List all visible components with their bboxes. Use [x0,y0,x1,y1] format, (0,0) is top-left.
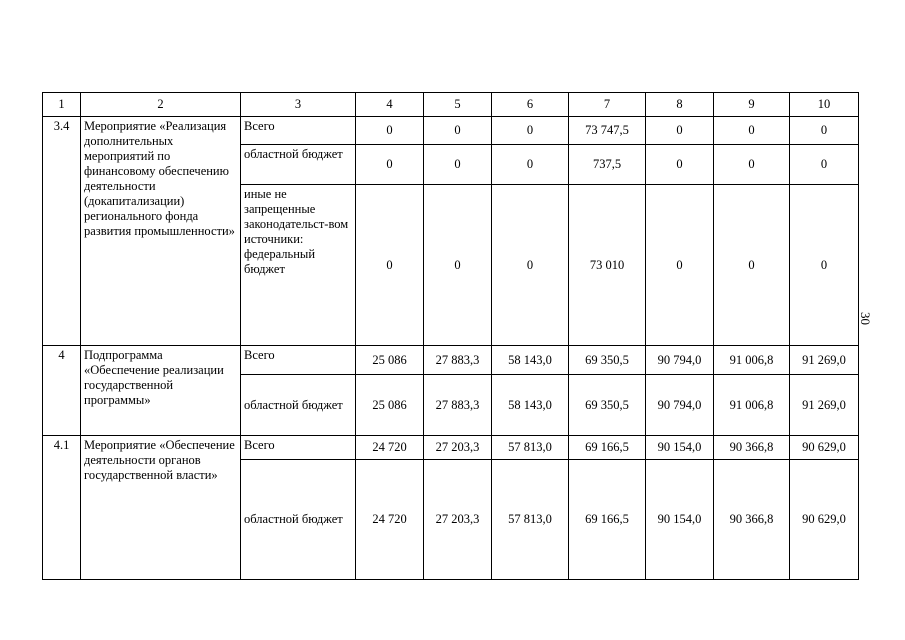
value-cell: 0 [424,117,492,145]
value-cell: 90 794,0 [646,346,714,375]
value-cell: 57 813,0 [492,436,569,460]
page-number: 30 [858,312,873,325]
value-cell: 90 154,0 [646,460,714,580]
value-cell: 0 [790,117,859,145]
funding-source: Всего [241,436,356,460]
value-cell: 58 143,0 [492,346,569,375]
header-cell: 4 [356,93,424,117]
value-cell: 25 086 [356,346,424,375]
value-cell: 0 [714,185,790,346]
budget-table [42,92,859,580]
table-row [43,117,859,145]
header-cell: 5 [424,93,492,117]
value-cell: 0 [492,145,569,185]
value-cell: 69 166,5 [569,460,646,580]
row-name: Подпрограмма «Обеспечение реализации государственной программы» [81,346,241,436]
value-cell: 0 [356,117,424,145]
value-cell: 27 883,3 [424,346,492,375]
value-cell: 90 366,8 [714,436,790,460]
value-cell: 0 [492,117,569,145]
value-cell: 0 [714,145,790,185]
value-cell: 25 086 [356,375,424,436]
value-cell: 91 269,0 [790,346,859,375]
value-cell: 0 [790,145,859,185]
row-name: Мероприятие «Обеспечение деятельности органов государственной власти» [81,436,241,580]
value-cell: 73 010 [569,185,646,346]
value-cell: 91 006,8 [714,375,790,436]
funding-source: областной бюджет [241,145,356,185]
value-cell: 90 629,0 [790,436,859,460]
value-cell: 57 813,0 [492,460,569,580]
value-cell: 69 350,5 [569,346,646,375]
value-cell: 737,5 [569,145,646,185]
value-cell: 0 [646,145,714,185]
value-cell: 0 [714,117,790,145]
table-row [43,436,859,460]
funding-source: областной бюджет [241,460,356,580]
funding-source: областной бюджет [241,375,356,436]
value-cell: 69 166,5 [569,436,646,460]
value-cell: 27 883,3 [424,375,492,436]
header-row [43,93,859,117]
header-cell: 8 [646,93,714,117]
value-cell: 27 203,3 [424,460,492,580]
value-cell: 27 203,3 [424,436,492,460]
value-cell: 91 006,8 [714,346,790,375]
value-cell: 73 747,5 [569,117,646,145]
value-cell: 24 720 [356,460,424,580]
value-cell: 0 [492,185,569,346]
value-cell: 0 [356,145,424,185]
value-cell: 0 [646,185,714,346]
value-cell: 90 366,8 [714,460,790,580]
value-cell: 0 [790,185,859,346]
header-cell: 7 [569,93,646,117]
value-cell: 90 629,0 [790,460,859,580]
value-cell: 24 720 [356,436,424,460]
funding-source: иные не запрещенные законодательст-вом источники: федеральный бюджет [241,185,356,346]
table-row [43,346,859,375]
header-cell: 3 [241,93,356,117]
header-cell: 2 [81,93,241,117]
header-cell: 9 [714,93,790,117]
row-code: 3.4 [43,117,81,346]
value-cell: 58 143,0 [492,375,569,436]
value-cell: 0 [356,185,424,346]
value-cell: 69 350,5 [569,375,646,436]
value-cell: 90 154,0 [646,436,714,460]
value-cell: 0 [424,145,492,185]
header-cell: 6 [492,93,569,117]
value-cell: 91 269,0 [790,375,859,436]
header-cell: 1 [43,93,81,117]
header-cell: 10 [790,93,859,117]
row-name: Мероприятие «Реализация дополнительных мероприятий по финансовому обеспечению деятельности (докапитализации) регионального фонда развития промышленности» [81,117,241,346]
funding-source: Всего [241,117,356,145]
value-cell: 90 794,0 [646,375,714,436]
value-cell: 0 [424,185,492,346]
value-cell: 0 [646,117,714,145]
row-code: 4 [43,346,81,436]
row-code: 4.1 [43,436,81,580]
funding-source: Всего [241,346,356,375]
